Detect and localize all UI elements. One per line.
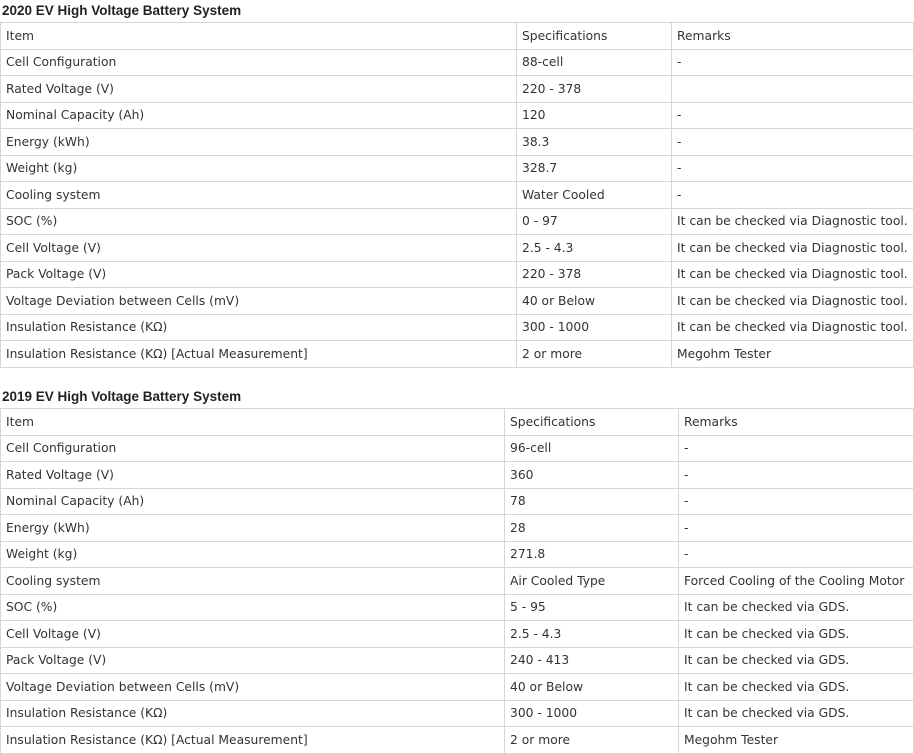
column-header-remarks: Remarks: [679, 409, 914, 436]
table-row: [1, 515, 914, 542]
table-row: [1, 341, 914, 368]
table-row: [1, 129, 914, 156]
battery-spec-section-2019: [0, 386, 914, 754]
cell-item: Nominal Capacity (Ah): [1, 488, 505, 515]
cell-item: SOC (%): [1, 594, 505, 621]
cell-item: Voltage Deviation between Cells (mV): [1, 288, 517, 315]
cell-remarks: It can be checked via Diagnostic tool.: [672, 208, 914, 235]
cell-specifications: 0 - 97: [517, 208, 672, 235]
cell-specifications: 40 or Below: [517, 288, 672, 315]
cell-remarks: It can be checked via GDS.: [679, 594, 914, 621]
battery-spec-table-2019: [0, 408, 914, 754]
cell-item: Weight (kg): [1, 541, 505, 568]
cell-item: Pack Voltage (V): [1, 261, 517, 288]
battery-spec-section-2020: [0, 0, 914, 368]
cell-remarks: -: [672, 49, 914, 76]
cell-specifications: 271.8: [505, 541, 679, 568]
cell-item: Cooling system: [1, 182, 517, 209]
cell-remarks: It can be checked via Diagnostic tool.: [672, 235, 914, 262]
cell-remarks: It can be checked via GDS.: [679, 647, 914, 674]
cell-remarks: It can be checked via GDS.: [679, 621, 914, 648]
table-row: [1, 727, 914, 754]
cell-remarks: -: [679, 462, 914, 489]
cell-item: Energy (kWh): [1, 515, 505, 542]
cell-remarks: -: [679, 435, 914, 462]
cell-item: Pack Voltage (V): [1, 647, 505, 674]
cell-remarks: It can be checked via Diagnostic tool.: [672, 314, 914, 341]
cell-remarks: It can be checked via Diagnostic tool.: [672, 288, 914, 315]
cell-item: Rated Voltage (V): [1, 462, 505, 489]
table-row: [1, 647, 914, 674]
cell-specifications: 28: [505, 515, 679, 542]
table-row: [1, 208, 914, 235]
cell-specifications: 78: [505, 488, 679, 515]
cell-specifications: Air Cooled Type: [505, 568, 679, 595]
cell-specifications: 2.5 - 4.3: [505, 621, 679, 648]
table-row: [1, 288, 914, 315]
section-title: 2019 EV High Voltage Battery System: [2, 389, 242, 404]
cell-specifications: 328.7: [517, 155, 672, 182]
cell-specifications: 40 or Below: [505, 674, 679, 701]
section-title: 2020 EV High Voltage Battery System: [2, 3, 242, 18]
battery-spec-table-2020: [0, 22, 914, 368]
table-row: [1, 435, 914, 462]
cell-item: Voltage Deviation between Cells (mV): [1, 674, 505, 701]
table-row: [1, 568, 914, 595]
table-row: [1, 235, 914, 262]
cell-specifications: Water Cooled: [517, 182, 672, 209]
cell-remarks: -: [672, 182, 914, 209]
table-row: [1, 594, 914, 621]
table-header-row: [1, 409, 914, 436]
table-row: [1, 314, 914, 341]
cell-item: Cooling system: [1, 568, 505, 595]
cell-remarks: It can be checked via GDS.: [679, 700, 914, 727]
cell-specifications: 300 - 1000: [517, 314, 672, 341]
cell-item: Insulation Resistance (KΩ) [Actual Measurement]: [1, 727, 505, 754]
cell-remarks: Megohm Tester: [679, 727, 914, 754]
table-row: [1, 488, 914, 515]
cell-remarks: -: [679, 541, 914, 568]
cell-remarks: -: [672, 129, 914, 156]
cell-remarks: -: [679, 488, 914, 515]
cell-remarks: -: [672, 155, 914, 182]
table-row: [1, 102, 914, 129]
cell-remarks: Megohm Tester: [672, 341, 914, 368]
column-header-specifications: Specifications: [517, 23, 672, 50]
cell-remarks: It can be checked via GDS.: [679, 674, 914, 701]
cell-remarks: Forced Cooling of the Cooling Motor: [679, 568, 914, 595]
cell-specifications: 240 - 413: [505, 647, 679, 674]
cell-item: Insulation Resistance (KΩ) [Actual Measurement]: [1, 341, 517, 368]
cell-specifications: 220 - 378: [517, 76, 672, 103]
cell-item: Cell Voltage (V): [1, 235, 517, 262]
column-header-item: Item: [1, 23, 517, 50]
cell-remarks: [672, 76, 914, 103]
column-header-item: Item: [1, 409, 505, 436]
cell-item: Insulation Resistance (KΩ): [1, 700, 505, 727]
cell-specifications: 2.5 - 4.3: [517, 235, 672, 262]
cell-remarks: -: [679, 515, 914, 542]
cell-remarks: -: [672, 102, 914, 129]
column-header-remarks: Remarks: [672, 23, 914, 50]
cell-item: Nominal Capacity (Ah): [1, 102, 517, 129]
cell-specifications: 120: [517, 102, 672, 129]
cell-specifications: 220 - 378: [517, 261, 672, 288]
table-row: [1, 541, 914, 568]
table-row: [1, 700, 914, 727]
cell-item: Insulation Resistance (KΩ): [1, 314, 517, 341]
cell-remarks: It can be checked via Diagnostic tool.: [672, 261, 914, 288]
table-row: [1, 182, 914, 209]
cell-item: SOC (%): [1, 208, 517, 235]
table-row: [1, 674, 914, 701]
table-row: [1, 462, 914, 489]
cell-specifications: 5 - 95: [505, 594, 679, 621]
cell-item: Rated Voltage (V): [1, 76, 517, 103]
table-row: [1, 621, 914, 648]
cell-specifications: 38.3: [517, 129, 672, 156]
cell-item: Cell Configuration: [1, 435, 505, 462]
cell-specifications: 2 or more: [517, 341, 672, 368]
cell-item: Energy (kWh): [1, 129, 517, 156]
cell-specifications: 300 - 1000: [505, 700, 679, 727]
cell-item: Cell Voltage (V): [1, 621, 505, 648]
cell-specifications: 88-cell: [517, 49, 672, 76]
cell-specifications: 96-cell: [505, 435, 679, 462]
column-header-specifications: Specifications: [505, 409, 679, 436]
table-row: [1, 261, 914, 288]
table-header-row: [1, 23, 914, 50]
table-row: [1, 49, 914, 76]
cell-item: Cell Configuration: [1, 49, 517, 76]
cell-item: Weight (kg): [1, 155, 517, 182]
table-row: [1, 155, 914, 182]
table-row: [1, 76, 914, 103]
cell-specifications: 2 or more: [505, 727, 679, 754]
cell-specifications: 360: [505, 462, 679, 489]
